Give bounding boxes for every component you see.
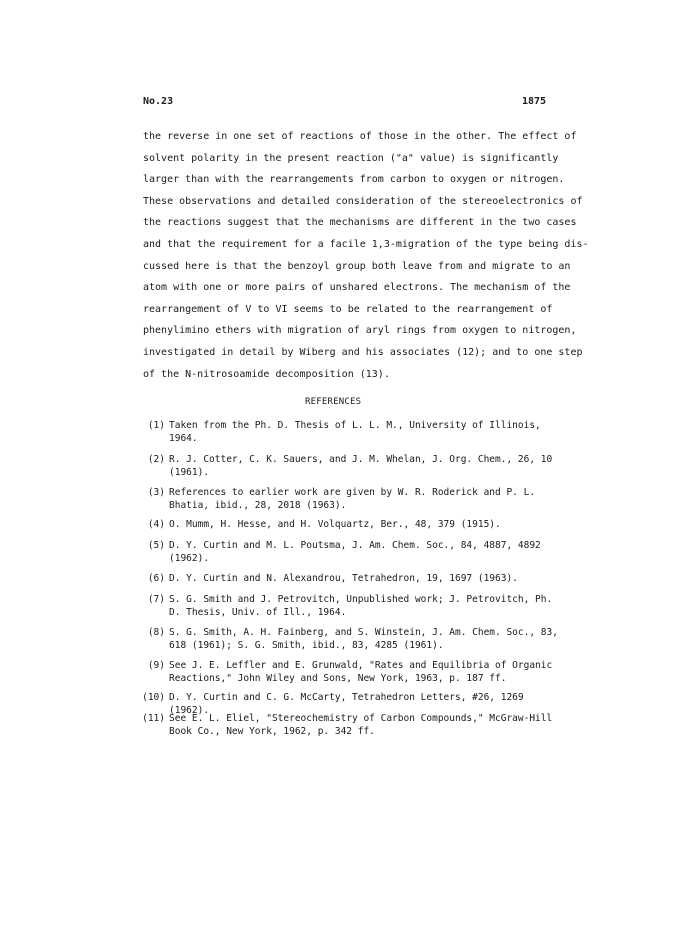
reference-number: (6)	[147, 573, 165, 584]
reference-text: See J. E. Leffler and E. Grunwald, "Rates and Equilibria of Organic Reactions," John Wiley and Sons, New York, 1963, p. 187 ff.	[169, 660, 553, 684]
reference-number: (1)	[147, 420, 165, 431]
body-line: investigated in detail by Wiberg and his associates (12); and to one step	[143, 346, 583, 358]
issue-number: No.23	[143, 96, 174, 107]
reference-text: R. J. Cotter, C. K. Sauers, and J. M. Whelan, J. Org. Chem., 26, 10 (1961).	[169, 454, 553, 478]
body-line: cussed here is that the benzoyl group both leave from and migrate to an	[143, 260, 571, 272]
body-line: atom with one or more pairs of unshared electrons. The mechanism of the	[143, 282, 571, 294]
body-line: These observations and detailed consideration of the stereoelectronics of	[143, 195, 583, 207]
reference-text: D. Y. Curtin and N. Alexandrou, Tetrahedron, 19, 1697 (1963).	[169, 573, 518, 584]
reference-number: (4)	[147, 519, 165, 530]
body-line: the reverse in one set of reactions of those in the other. The effect of	[143, 131, 577, 142]
reference-number: (10)	[142, 692, 165, 703]
body-line: and that the requirement for a facile 1,3-migration of the type being dis-	[143, 238, 589, 250]
body-line: phenylimino ethers with migration of aryl rings from oxygen to nitrogen,	[143, 325, 577, 337]
body-line: of the N-nitrosoamide decomposition (13).	[143, 368, 390, 380]
reference-text: See E. L. Eliel, "Stereochemistry of Carbon Compounds," McGraw-Hill Book Co., New York, 1962, p. 342 ff.	[169, 713, 553, 737]
reference-text: O. Mumm, H. Hesse, and H. Volquartz, Ber., 48, 379 (1915).	[169, 519, 501, 530]
body-paragraph	[143, 126, 589, 385]
reference-number: (5)	[147, 540, 165, 551]
reference-number: (3)	[147, 487, 165, 498]
reference-text: Taken from the Ph. D. Thesis of L. L. M., University of Illinois, 1964.	[169, 420, 541, 444]
reference-number: (2)	[147, 454, 165, 465]
reference-number: (7)	[147, 594, 165, 605]
body-line: solvent polarity in the present reaction ("a" value) is significantly	[143, 152, 559, 164]
references-heading: REFERENCES	[305, 397, 362, 407]
reference-text: D. Y. Curtin and C. G. McCarty, Tetrahedron Letters, #26, 1269 (1962).	[169, 692, 530, 716]
reference-text: S. G. Smith, A. H. Fainberg, and S. Winstein, J. Am. Chem. Soc., 83, 618 (1961); S. G. Smith, ibid., 83, 4285 (1961).	[169, 627, 558, 651]
body-line: larger than with the rearrangements from carbon to oxygen or nitrogen.	[143, 174, 565, 186]
reference-number: (9)	[147, 660, 165, 671]
reference-text: D. Y. Curtin and M. L. Poutsma, J. Am. Chem. Soc., 84, 4887, 4892 (1962).	[169, 540, 541, 564]
body-line: the reactions suggest that the mechanisms are different in the two cases	[143, 217, 577, 229]
reference-text: S. G. Smith and J. Petrovitch, Unpublished work; J. Petrovitch, Ph. D. Thesis, Univ. of Ill., 1964.	[169, 594, 553, 618]
reference-number: (8)	[147, 627, 165, 638]
body-line: rearrangement of V to VI seems to be related to the rearrangement of	[143, 303, 553, 315]
reference-number: (11)	[142, 713, 165, 724]
reference-text: References to earlier work are given by W. R. Roderick and P. L. Bhatia, ibid., 28, 2018 (1963).	[169, 487, 536, 511]
page-number: 1875	[522, 96, 547, 107]
